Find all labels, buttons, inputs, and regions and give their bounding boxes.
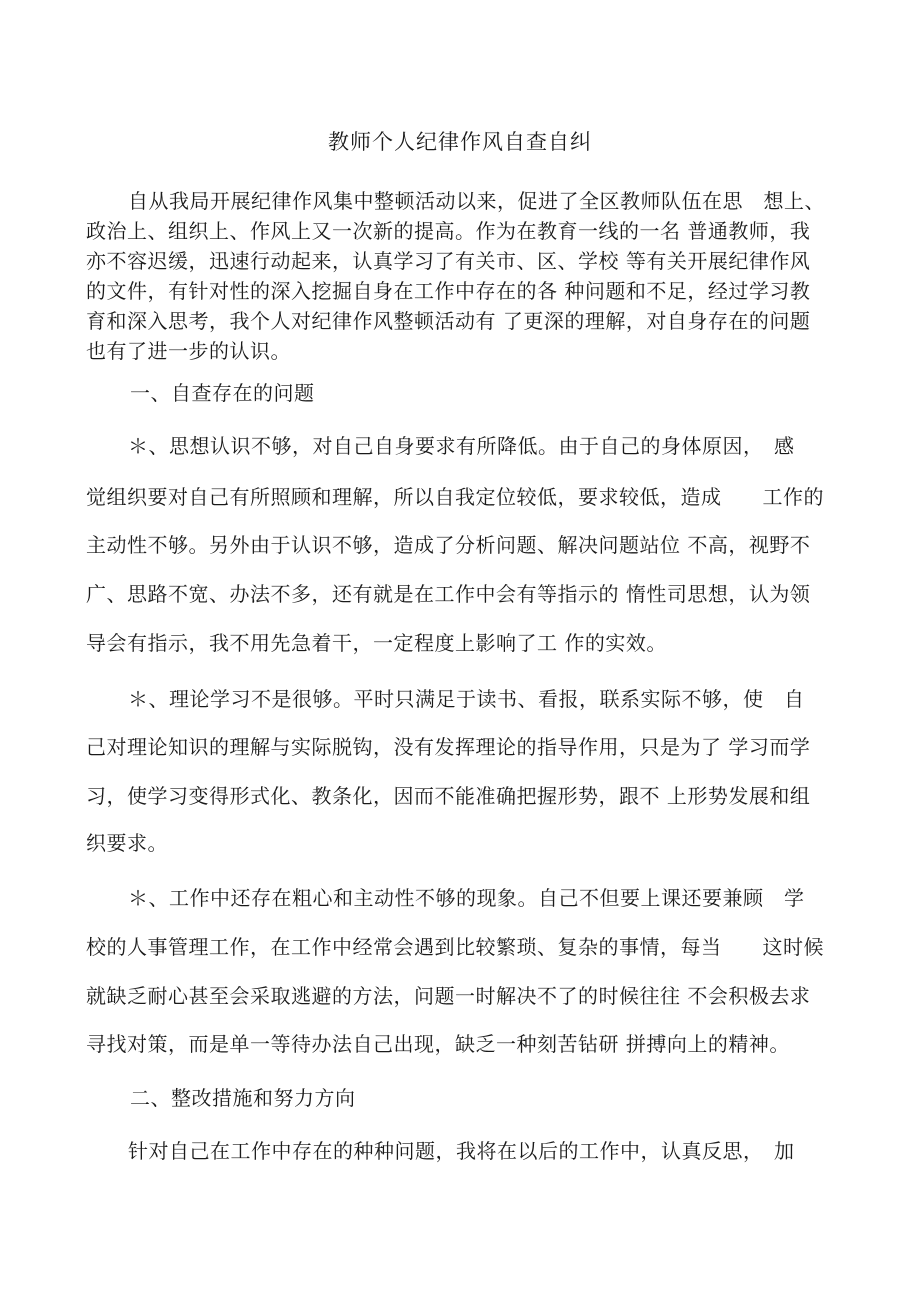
item-line: ＊、理论学习不是很够。平时只满足于读书、看报，联系实际不够，使 自 [128, 687, 805, 711]
intro-line: 亦不容迟缓，迅速行动起来，认真学习了有关市、区、学校 等有关开展纪律作风 [86, 249, 811, 273]
item-line: 导会有指示，我不用先急着干，一定程度上影响了工 作的实效。 [86, 631, 667, 655]
section-heading: 一、自查存在的问题 [130, 381, 315, 405]
item-line: ＊、思想认识不够，对自己自身要求有所降低。由于自己的身体原因， 感 [128, 434, 795, 458]
item-line: 织要求。 [86, 831, 168, 855]
item-line: 就缺乏耐心甚至会采取逃避的方法，问题一时解决不了的时候往往 不会积极去求 [86, 984, 811, 1008]
intro-line: 育和深入思考，我个人对纪律作风整顿活动有 了更深的理解，对自身存在的问题 [86, 309, 811, 333]
intro-line: 政治上、组织上、作风上又一次新的提高。作为在教育一线的一名 普通教师，我 [86, 219, 811, 243]
document-title: 教师个人纪律作风自查自纠 [328, 130, 592, 154]
paragraph-line: 针对自己在工作中存在的种种问题，我将在以后的工作中，认真反思， 加 [128, 1139, 795, 1163]
intro-line: 也有了进一步的认识。 [86, 339, 291, 363]
item-line: 校的人事管理工作，在工作中经常会遇到比较繁琐、复杂的事情，每当 这时候 [86, 935, 824, 959]
intro-line: 的文件，有针对性的深入挖掘自身在工作中存在的各 种问题和不足，经过学习教 [86, 279, 811, 303]
item-line: 寻找对策，而是单一等待办法自己出现，缺乏一种刻苦钻研 拼搏向上的精神。 [86, 1032, 790, 1056]
item-line: 主动性不够。另外由于认识不够，造成了分析问题、解决问题站位 不高，视野不 [86, 533, 811, 557]
item-line: 习，使学习变得形式化、教条化，因而不能准确把握形势，跟不 上形势发展和组 [86, 784, 811, 808]
item-line: 广、思路不宽、办法不多，还有就是在工作中会有等指示的 惰性司思想，认为领 [86, 582, 811, 606]
item-line: 己对理论知识的理解与实际脱钩，没有发挥理论的指导作用，只是为了 学习而学 [86, 735, 811, 759]
section-heading: 二、整改措施和努力方向 [130, 1086, 356, 1110]
item-line: 觉组织要对自己有所照顾和理解，所以自我定位较低，要求较低，造成 工作的 [86, 485, 824, 509]
intro-line: 自从我局开展纪律作风集中整顿活动以来，促进了全区教师队伍在思 想上、 [128, 189, 825, 213]
item-line: ＊、工作中还存在粗心和主动性不够的现象。自己不但要上课还要兼顾 学 [128, 886, 805, 910]
